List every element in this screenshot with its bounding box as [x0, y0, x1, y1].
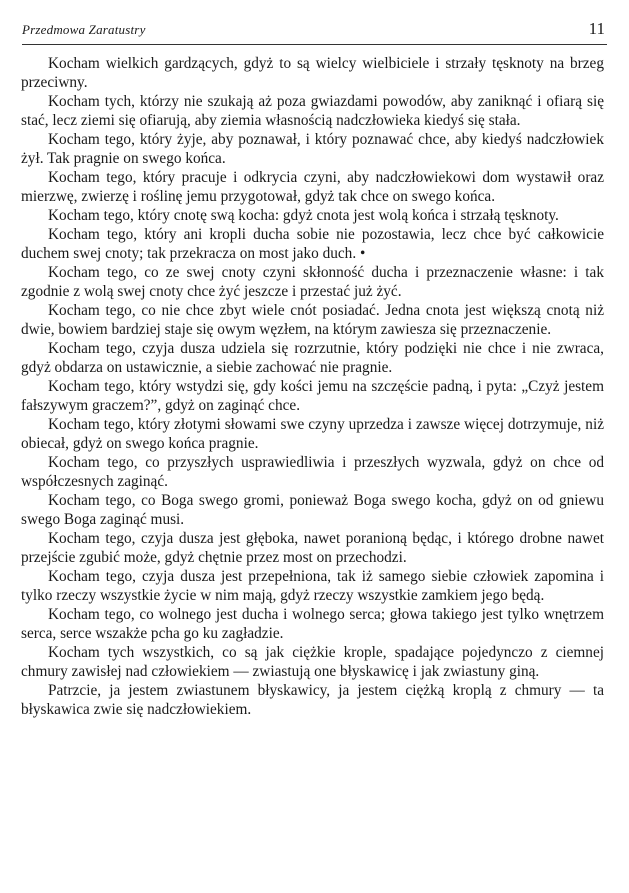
paragraph: Kocham tego, który cnotę swą kocha: gdyż cnota jest wolą końca i strzałą tęsknoty. — [48, 207, 559, 224]
paragraph: Kocham tego, co przyszłych usprawiedliwia i przeszłych wyzwala, gdyż on chce od współczesnych zaginąć. — [21, 454, 604, 490]
paragraph: Kocham tego, który wstydzi się, gdy kości jemu na szczęście padną, i pyta: „Czyż jestem fałszywym graczem?”, gdyż on zaginąć chce. — [21, 378, 604, 414]
running-header — [22, 19, 605, 42]
paragraph: Kocham tego, czyja dusza jest przepełniona, tak iż samego siebie człowiek zapomina i tylko rzeczy wszystkie życie w nim mają, gdyż rzeczy wszystkie zamkiem jego będą. — [21, 568, 604, 604]
body-text — [21, 54, 604, 719]
paragraph: Kocham tego, co nie chce zbyt wiele cnót posiadać. Jedna cnota jest większą cnotą niż dwie, bowiem bardziej staje się owym węzłem, na którym zawiesza się przeznaczenie. — [21, 302, 604, 338]
running-title: Przedmowa Zaratustry — [22, 22, 146, 37]
paragraph: Kocham tego, który ani kropli ducha sobie nie pozostawia, lecz chce być całkowicie duchem swej cnoty; tak przekracza on most jako duch. • — [21, 226, 604, 262]
paragraph: Kocham tego, co wolnego jest ducha i wolnego serca; głowa takiego jest tylko wnętrzem serca, serce wszakże pcha go ku zagładzie. — [21, 606, 604, 642]
paragraph: Kocham tych, którzy nie szukają aż poza gwiazdami powodów, aby zaniknąć i ofiarą się stać, lecz ziemi się ofiarują, aby ziemia własnością nadczłowieka kiedyś się stała. — [21, 93, 604, 129]
paragraph: Kocham tego, czyja dusza udziela się rozrzutnie, który podzięki nie chce i nie zwraca, gdyż obdarza on ustawicznie, a siebie zachować nie pragnie. — [21, 340, 604, 376]
paragraph: Kocham tego, który żyje, aby poznawał, i który poznawać chce, aby kiedyś nadczłowiek żył. Tak pragnie on swego końca. — [21, 131, 604, 167]
paragraph: Kocham tego, który złotymi słowami swe czyny uprzedza i zawsze więcej dotrzymuje, niż obiecał, gdyż on swego końca pragnie. — [21, 416, 604, 452]
paragraph: Kocham tych wszystkich, co są jak ciężkie krople, spadające pojedynczo z ciemnej chmury zawisłej nad człowiekiem — zwiastują one błyskawicę i jak zwiastuny giną. — [21, 644, 604, 680]
page-number: 11 — [588, 19, 605, 38]
paragraph: Kocham tego, co ze swej cnoty czyni skłonność ducha i przeznaczenie własne: i tak zgodnie z wolą swej cnoty chce żyć jeszcze i przestać już żyć. — [21, 264, 604, 300]
paragraph: Kocham tego, który pracuje i odkrycia czyni, aby nadczłowiekowi dom wystawił oraz mierzwę, zwierzę i roślinę jemu przygotował, gdyż tak chce on swego końca. — [21, 169, 604, 205]
paragraph: Kocham tego, co Boga swego gromi, ponieważ Boga swego kocha, gdyż on od gniewu swego Boga zaginąć musi. — [21, 492, 604, 528]
paragraph: Patrzcie, ja jestem zwiastunem błyskawicy, ja jestem ciężką kroplą z chmury — ta błyskawica zwie się nadczłowiekiem. — [21, 682, 604, 718]
paragraph: Kocham wielkich gardzących, gdyż to są wielcy wielbiciele i strzały tęsknoty na brzeg przeciwny. — [21, 55, 604, 91]
paragraph: Kocham tego, czyja dusza jest głęboka, nawet poranioną będąc, i którego drobne nawet przejście zgubić może, gdyż chętnie przez most on przechodzi. — [21, 530, 604, 566]
header-rule — [22, 44, 607, 45]
